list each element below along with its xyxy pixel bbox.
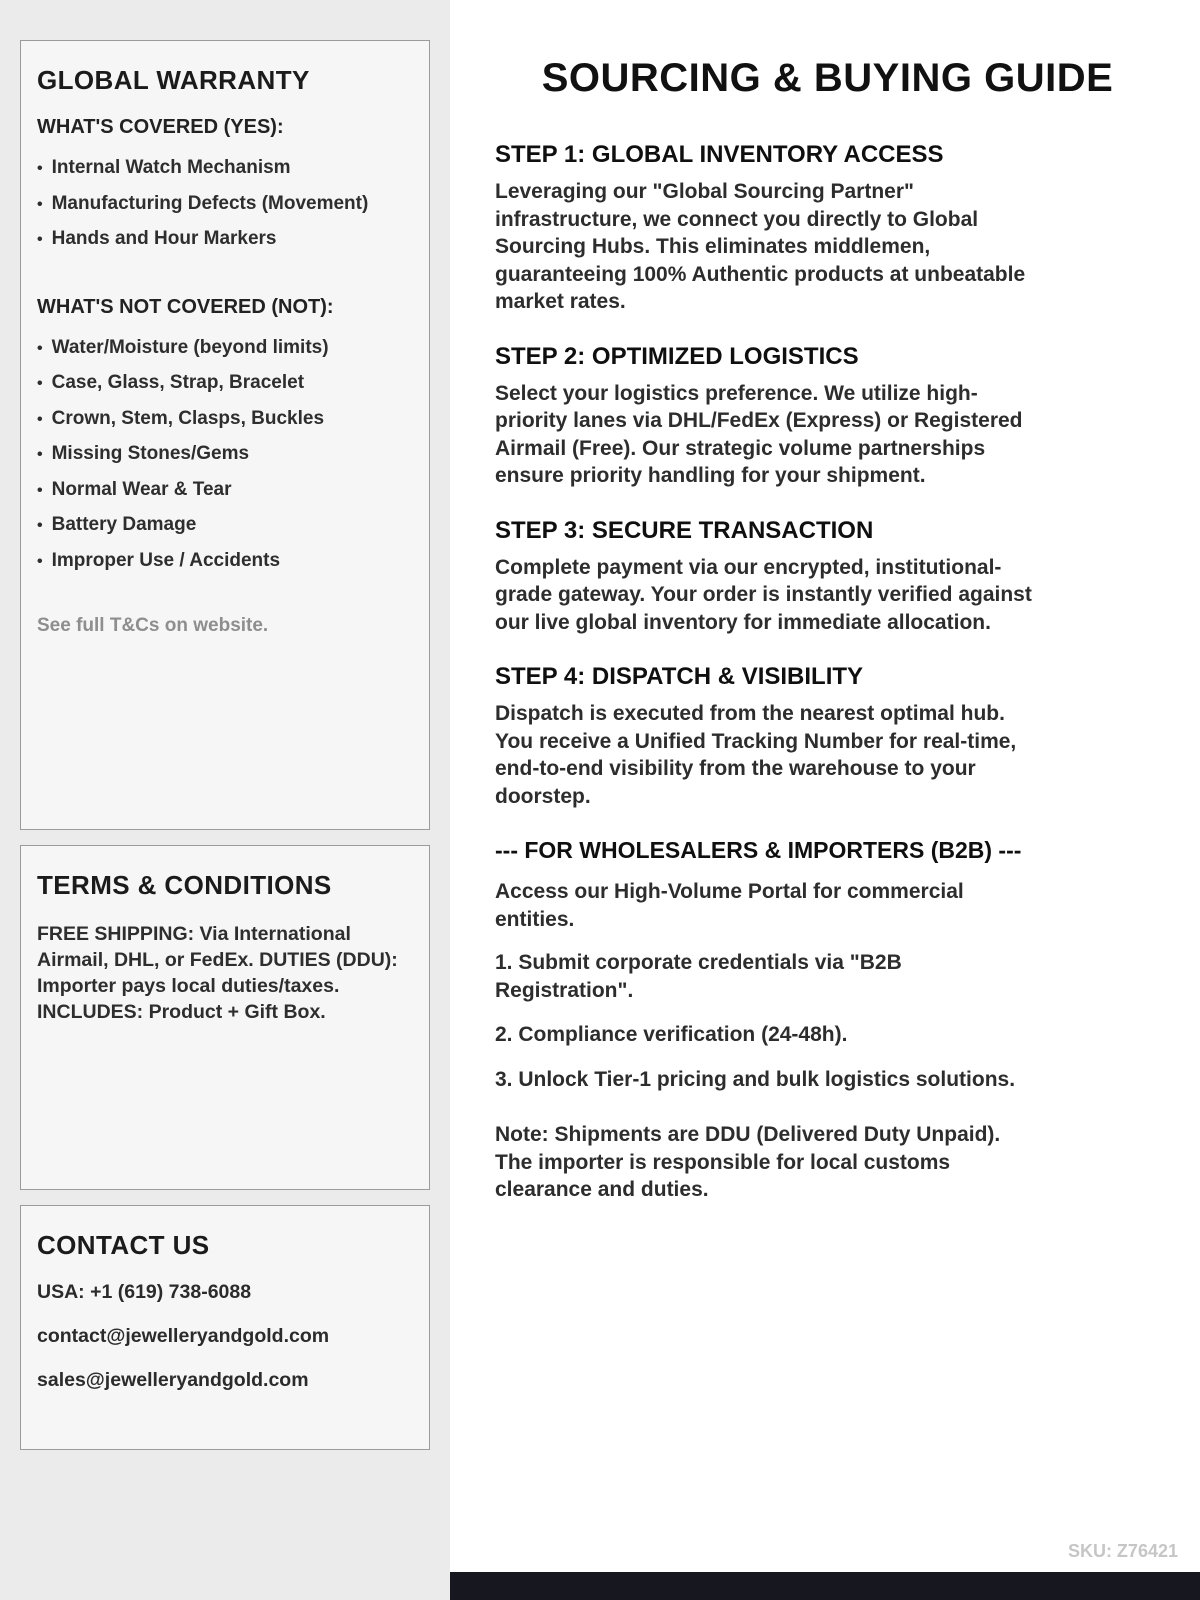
- step-1: [495, 141, 1160, 316]
- covered-list: [37, 151, 413, 258]
- step-4-body: Dispatch is executed from the nearest optimal hub. You receive a Unified Tracking Number for real-time, end-to-end visibility from the warehouse to your doorstep.: [495, 702, 1017, 808]
- b2b-item: 3. Unlock Tier-1 pricing and bulk logistics solutions.: [495, 1067, 1016, 1091]
- step-2: [495, 343, 1160, 490]
- b2b-intro: Access our High-Volume Portal for commercial entities.: [495, 880, 964, 931]
- not-covered-list: [37, 331, 413, 580]
- covered-item: • Internal Watch Mechanism: [37, 151, 413, 187]
- main-content: [450, 0, 1200, 1600]
- step-2-heading: STEP 2: OPTIMIZED LOGISTICS: [495, 342, 859, 370]
- sku-label: SKU: Z76421: [1067, 1541, 1178, 1561]
- contact-email-sales: sales@jewelleryandgold.com: [37, 1369, 309, 1391]
- not-covered-item: • Case, Glass, Strap, Bracelet: [37, 366, 413, 402]
- contact-phone: USA: +1 (619) 738-6088: [37, 1281, 252, 1303]
- bottom-bar: [450, 1572, 1200, 1600]
- warranty-footnote: See full T&Cs on website.: [37, 615, 269, 636]
- not-covered-item: • Missing Stones/Gems: [37, 437, 413, 473]
- contact-section: [20, 1205, 430, 1450]
- step-1-heading: STEP 1: GLOBAL INVENTORY ACCESS: [495, 141, 944, 168]
- b2b-note: Note: Shipments are DDU (Delivered Duty Unpaid). The importer is responsible for local customs clearance and duties.: [495, 1123, 1001, 1201]
- contact-email: contact@jewelleryandgold.com: [37, 1325, 330, 1347]
- not-covered-item: • Water/Moisture (beyond limits): [37, 331, 413, 367]
- covered-item: • Hands and Hour Markers: [37, 222, 413, 258]
- covered-item: • Manufacturing Defects (Movement): [37, 187, 413, 223]
- not-covered-heading: WHAT'S NOT COVERED (NOT):: [37, 295, 334, 318]
- b2b-item: 2. Compliance verification (24-48h).: [495, 1023, 848, 1046]
- page-title: SOURCING & BUYING GUIDE: [541, 56, 1114, 100]
- sidebar: [0, 0, 450, 1600]
- warranty-title: GLOBAL WARRANTY: [37, 65, 310, 95]
- b2b-item: 1. Submit corporate credentials via "B2B Registration".: [495, 951, 902, 1002]
- step-4-heading: STEP 4: DISPATCH & VISIBILITY: [495, 663, 864, 690]
- step-3-body: Complete payment via our encrypted, institutional-grade gateway. Your order is instantly verified against our live global inventory for immediate allocation.: [495, 555, 1032, 634]
- not-covered-item: • Crown, Stem, Clasps, Buckles: [37, 402, 413, 438]
- terms-title: TERMS & CONDITIONS: [37, 870, 332, 900]
- not-covered-item: • Improper Use / Accidents: [37, 544, 413, 580]
- warranty-section: [20, 40, 430, 830]
- step-4: [495, 663, 1160, 810]
- b2b-section: [495, 837, 1160, 1204]
- step-2-body: Select your logistics preference. We utilize high-priority lanes via DHL/FedEx (Express) or Registered Airmail (Free). Our strategic volume partnerships ensure priority handling for your shipment.: [495, 381, 1023, 487]
- step-1-body: Leveraging our "Global Sourcing Partner" infrastructure, we connect you directly to Global Sourcing Hubs. This eliminates middlemen, guaranteeing 100% Authentic products at unbeatable market rates.: [495, 180, 1026, 313]
- terms-section: [20, 845, 430, 1190]
- not-covered-item: • Normal Wear & Tear: [37, 473, 413, 509]
- not-covered-item: • Battery Damage: [37, 508, 413, 544]
- step-3-heading: STEP 3: SECURE TRANSACTION: [495, 516, 874, 544]
- b2b-heading: --- FOR WHOLESALERS & IMPORTERS (B2B) ---: [495, 837, 1022, 863]
- terms-body: FREE SHIPPING: Via International Airmail, DHL, or FedEx. DUTIES (DDU): Importer pays local duties/taxes. INCLUDES: Product + Gift Box.: [37, 923, 398, 1024]
- covered-heading: WHAT'S COVERED (YES):: [37, 116, 284, 138]
- contact-title: CONTACT US: [37, 1230, 210, 1260]
- step-3: [495, 517, 1160, 637]
